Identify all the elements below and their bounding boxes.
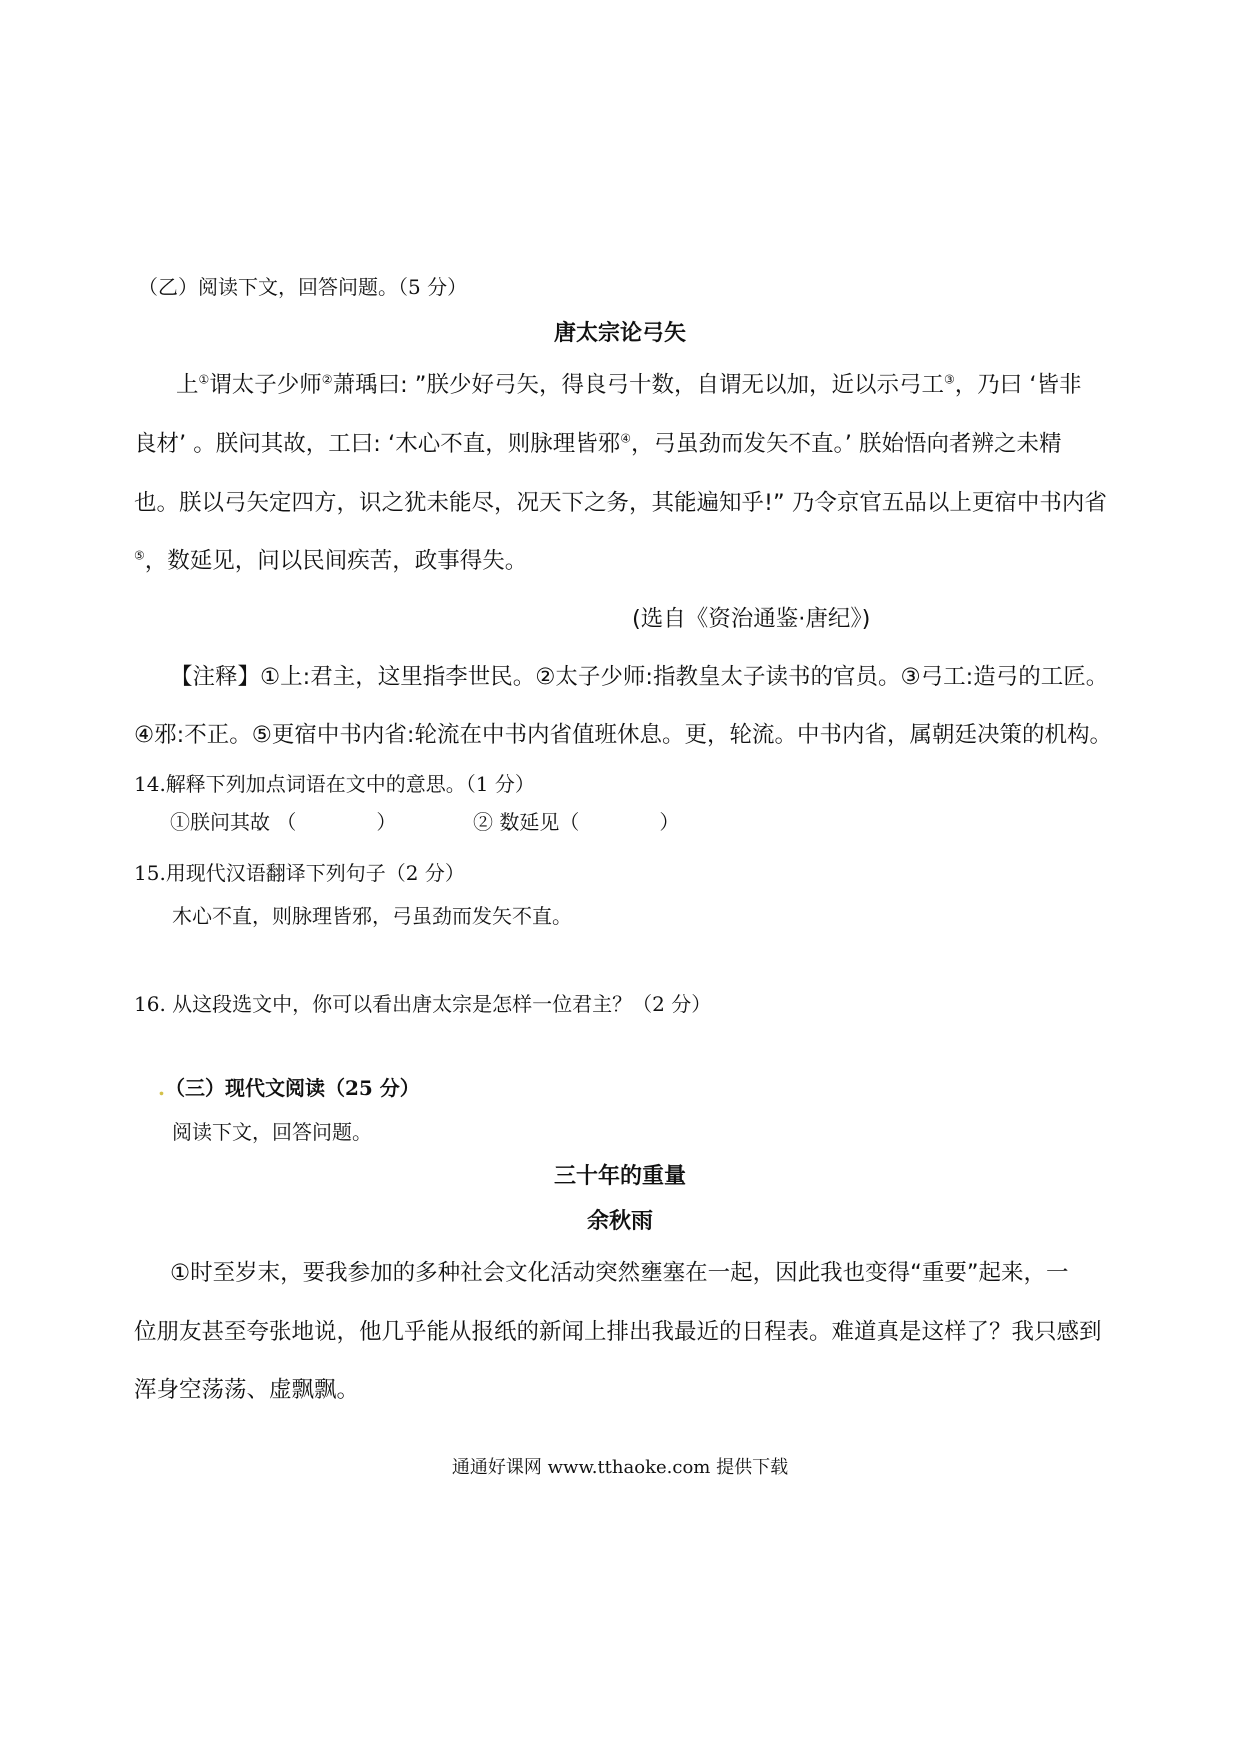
- question-14-item-2: [473, 806, 679, 835]
- passage-text: 谓太子少师: [209, 372, 322, 398]
- item-text: ②: [473, 810, 500, 834]
- passage-text: 上: [176, 372, 199, 398]
- note-ref: ②: [321, 372, 333, 387]
- section-san-heading: [158, 1072, 420, 1101]
- question-14: 14.解释下列加点词语在文中的意思。（1 分）: [134, 772, 535, 796]
- question-14-item-1: [170, 806, 396, 835]
- dotted-word: 故: [250, 810, 270, 834]
- notes-line-2: ④邪:不正。⑤更宿中书内省:轮流在中书内省值班休息。更，轮流。中书内省，属朝廷决策的机构。: [134, 722, 1113, 748]
- note-ref: ⑤: [134, 548, 145, 563]
- passage-text: 良材’ 。朕问其故，工曰: ‘木心不直，则脉理皆邪: [134, 431, 621, 457]
- passage-line-1: [176, 367, 1082, 399]
- article-author: 余秋雨: [586, 1208, 653, 1234]
- answer-blank: （ ）: [270, 810, 397, 834]
- passage-line-2: [134, 426, 1062, 458]
- article-line-1: ①时至岁末，要我参加的多种社会文化活动突然壅塞在一起，因此我也变得“重要”起来，一: [170, 1260, 1069, 1286]
- stray-mark: .: [158, 1076, 165, 1100]
- article-title: 三十年的重量: [553, 1163, 686, 1189]
- answer-blank: 延见（ ）: [519, 810, 680, 834]
- passage-line-3: 也。朕以弓矢定四方，识之犹未能尽，况天下之务，其能遍知乎!” 乃令京官五品以上更宿中书内省: [134, 490, 1107, 516]
- notes-line-1: 【注释】①上:君主，这里指李世民。②太子少师:指教皇太子读书的官员。③弓工:造弓的工匠。: [170, 664, 1109, 690]
- heading-text: （三）现代文阅读（25 分）: [164, 1076, 420, 1100]
- item-text: ①朕问其: [170, 810, 250, 834]
- passage-text: ，乃曰 ‘皆非: [954, 372, 1082, 398]
- passage-line-4: [134, 543, 527, 575]
- question-16: 16. 从这段选文中，你可以看出唐太宗是怎样一位君主？（2 分）: [134, 992, 712, 1016]
- note-ref: ①: [198, 372, 210, 387]
- note-ref: ③: [943, 372, 955, 387]
- article-line-3: 浑身空荡荡、虚飘飘。: [134, 1377, 360, 1403]
- article-line-2: 位朋友甚至夸张地说，他几乎能从报纸的新闻上排出我最近的日程表。难道真是这样了？我只感到: [134, 1319, 1102, 1345]
- passage-source: (选自《资治通鉴·唐纪》): [632, 606, 871, 632]
- dotted-word: 数: [499, 810, 520, 834]
- note-ref: ④: [620, 431, 631, 446]
- section-san-instruction: 阅读下文，回答问题。: [172, 1120, 372, 1144]
- passage-title: 唐太宗论弓矢: [553, 320, 686, 346]
- passage-text: ，数延见，问以民间疾苦，政事得失。: [144, 548, 528, 574]
- passage-text: 萧瑀曰: ”朕少好弓矢，得良弓十数，自谓无以加，近以示弓工: [332, 372, 944, 398]
- passage-text: ，弓虽劲而发矢不直。’ 朕始悟向者辨之未精: [630, 431, 1062, 457]
- question-15: 15.用现代汉语翻译下列句子（2 分）: [134, 861, 465, 885]
- question-15-sentence: 木心不直，则脉理皆邪，弓虽劲而发矢不直。: [172, 904, 572, 928]
- page-footer: 通通好课网 www.tthaoke.com 提供下载: [451, 1457, 789, 1478]
- section-yi-heading: （乙）阅读下文，回答问题。（5 分）: [138, 275, 468, 299]
